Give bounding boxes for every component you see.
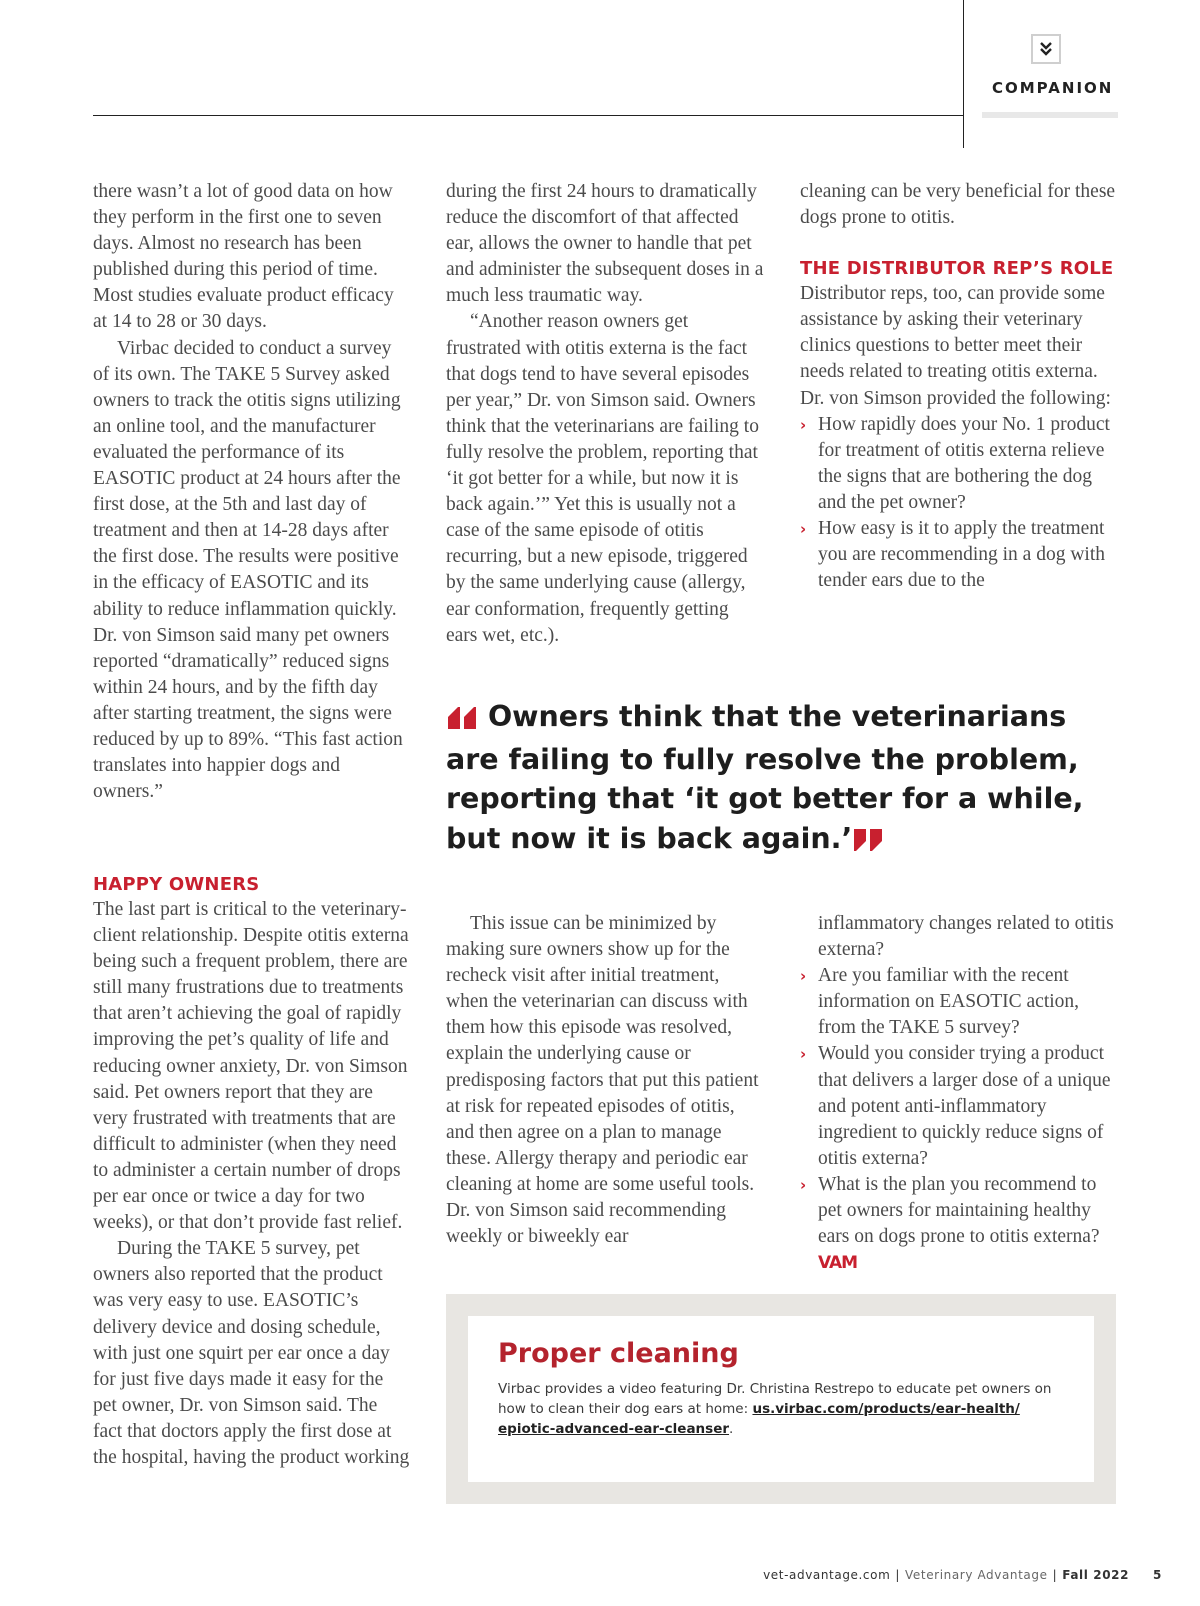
video-link[interactable]: us.virbac.com/products/ear-health/ epiotic-advanced-ear-cleanser xyxy=(498,1401,1020,1437)
bullet-item: › What is the plan you recommend to pet owners for maintaining healthy ears on dogs prone to otitis externa? VAM xyxy=(800,1173,1100,1274)
bullet-chevron-icon: › xyxy=(800,415,807,434)
open-quote-icon xyxy=(446,700,478,740)
body-paragraph: During the TAKE 5 survey, pet owners also reported that the product was very easy to use. EASOTIC’s delivery device and dosing schedule, with just one squirt per ear once a day for just five days made it easy for the pet owner, Dr. von Simson said. The fact that doctors apply the first dose at the hospital, having the product working xyxy=(93,1238,410,1468)
bullet-chevron-icon: › xyxy=(800,1175,807,1194)
body-paragraph: Virbac decided to conduct a survey of its own. The TAKE 5 Survey asked owners to track the otitis signs utilizing an online tool, and the manufacturer evaluated the performance of its EASOTIC product at 24 hours after the first dose, at the 5th and last day of treatment and then at 14-28 days after the first dose. The results were positive in the efficacy of EASOTIC and its ability to reduce inflammation quickly. Dr. von Simson said many pet owners reported “dramatically” reduced signs within 24 hours, and by the fifth day after starting treatment, the signs were reduced by up to 89%. “This fast action translates into happier dogs and owners.” xyxy=(93,337,403,803)
box-text: Virbac provides a video featuring Dr. Christina Restrepo to educate pet owners on how to clean their dog ears at home: us.virbac.com/products/ear-health/ epiotic-advanced-ear-cleanser. xyxy=(498,1381,1052,1437)
section-label: COMPANION xyxy=(992,79,1114,97)
article-column-1-upper xyxy=(93,179,411,805)
bullet-continuation: inflammatory changes related to otitis externa? xyxy=(818,913,1114,961)
body-paragraph: during the first 24 hours to dramatically reduce the discomfort of that affected ear, allows the owner to handle that pet and administer the subsequent doses in a much less traumatic way. xyxy=(446,181,764,307)
box-title: Proper cleaning xyxy=(498,1338,739,1369)
bullet-chevron-icon: › xyxy=(800,967,807,986)
section-heading: THE DISTRIBUTOR REP’S ROLE xyxy=(800,258,1114,280)
section-label-bar xyxy=(982,112,1118,118)
double-chevron-down-icon xyxy=(1031,34,1061,64)
body-paragraph: This issue can be minimized by making sure owners show up for the recheck visit after initial treatment, when the veterinarian can discuss with them how this episode was resolved, explain the underlying cause or predisposing factors that put this patient at risk for repeated episodes of otitis, and then agree on a plan to manage these. Allergy therapy and periodic ear cleaning at home are some useful tools. Dr. von Simson said recommending weekly or biweekly ear xyxy=(446,913,759,1248)
bullet-item: › How easy is it to apply the treatment you are recommending in a dog with tender ears due to the xyxy=(800,518,1106,592)
pull-quote xyxy=(446,697,1126,861)
article-column-3-upper xyxy=(800,179,1118,594)
pull-quote-text: Owners think that the veterinarians are failing to fully resolve the problem, reporting that ‘it got better for a while, but now it is back again.’ xyxy=(446,700,1084,855)
bullet-item: › How rapidly does your No. 1 product for treatment of otitis externa relieve the signs that are bothering the dog and the pet owner? xyxy=(800,413,1110,513)
body-paragraph: cleaning can be very beneficial for these dogs prone to otitis. xyxy=(800,181,1116,229)
footer-site: vet-advantage.com xyxy=(763,1568,891,1582)
bullet-item: › Would you consider trying a product that delivers a larger dose of a unique and potent anti-inflammatory ingredient to quickly reduce signs of otitis externa? xyxy=(800,1043,1111,1169)
page-footer: vet-advantage.com | Veterinary Advantage | Fall 2022 5 xyxy=(763,1568,1162,1582)
footer-magazine: Veterinary Advantage xyxy=(905,1568,1048,1582)
article-column-2-upper xyxy=(446,179,764,649)
body-paragraph: there wasn’t a lot of good data on how they perform in the first one to seven days. Almost no research has been published during this period of time. Most studies evaluate product efficacy at 14 to 28 or 30 days. xyxy=(93,181,394,333)
body-paragraph: The last part is critical to the veterinary-client relationship. Despite otitis externa being such a frequent problem, there are still many frustrations due to treatments that aren’t achieving the goal of rapidly improving the pet’s quality of life and reducing owner anxiety, Dr. von Simson said. Pet owners report that they are very frustrated with treatments that are difficult to administer (when they need to administer a certain number of drops per ear once or twice a day for two weeks), or that don’t provide fast relief. xyxy=(93,899,409,1234)
section-heading: HAPPY OWNERS xyxy=(93,874,260,895)
bullet-chevron-icon: › xyxy=(800,520,807,539)
bullet-item: › Are you familiar with the recent information on EASOTIC action, from the TAKE 5 survey? xyxy=(800,965,1080,1039)
header-rule xyxy=(93,115,963,116)
proper-cleaning-box xyxy=(446,1294,1116,1504)
article-column-2-lower xyxy=(446,911,764,1250)
article-column-3-lower xyxy=(800,911,1118,1276)
footer-issue: Fall 2022 xyxy=(1062,1568,1130,1582)
close-quote-icon xyxy=(852,822,884,862)
vam-end-mark-logo: VAM xyxy=(818,1253,858,1274)
body-paragraph: Distributor reps, too, can provide some assistance by asking their veterinary clinics questions to better meet their needs related to treating otitis externa. Dr. von Simson provided the following: xyxy=(800,283,1111,409)
page-number: 5 xyxy=(1153,1568,1162,1582)
body-paragraph: “Another reason owners get frustrated with otitis externa is the fact that dogs tend to have several episodes per year,” Dr. von Simson said. Owners think that the veterinarians are failing to fully resolve the problem, reporting that ‘it got better for a while, but now it is back again.’” Yet this is usually not a case of the same episode of otitis recurring, but a new episode, triggered by the same underlying cause (allergy, ear conformation, frequently getting ears wet, etc.). xyxy=(446,311,759,646)
article-column-1-lower xyxy=(93,873,411,1471)
bullet-chevron-icon: › xyxy=(800,1045,807,1064)
header-vertical-rule xyxy=(963,0,964,148)
proper-cleaning-box-inner xyxy=(468,1316,1094,1482)
